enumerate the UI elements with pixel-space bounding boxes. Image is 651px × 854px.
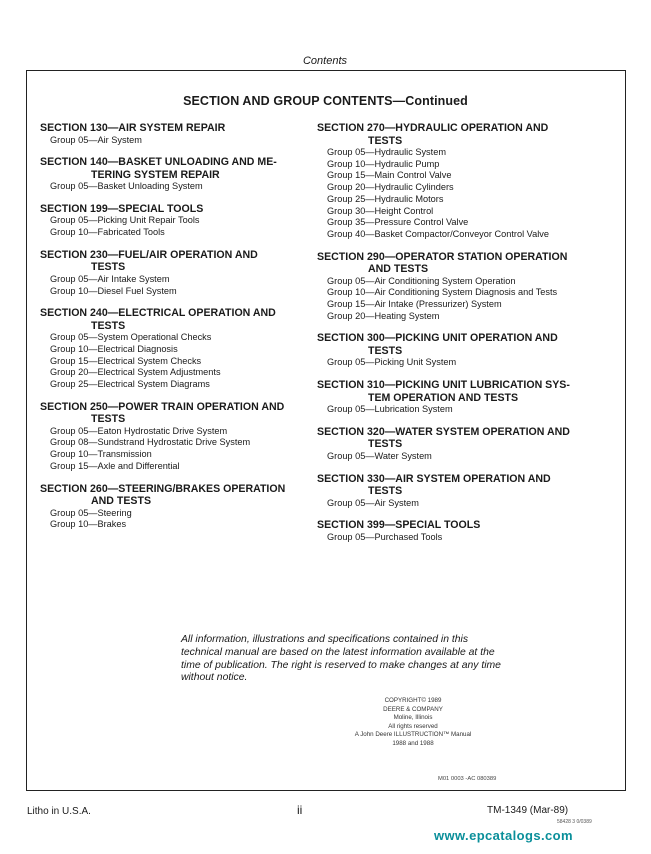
section-title-text: SECTION 250—POWER TRAIN OPERATION AND [40, 400, 285, 413]
section-title-continuation: TESTS [91, 261, 126, 274]
section-entry [317, 379, 579, 416]
group-entry: Group 30—Height Control [327, 205, 434, 216]
group-entry: Group 15—Main Control Valve [327, 170, 452, 181]
group-entry: Group 05—Hydraulic System [327, 147, 446, 157]
group-entry: Group 05—Basket Unloading System [50, 181, 203, 192]
doc-code-top: M01 0003 -AC 080389 [438, 776, 497, 782]
section-title-continuation: TERING SYSTEM REPAIR [91, 168, 220, 181]
section-title-text: SECTION 260—STEERING/BRAKES OPERATION [40, 482, 286, 495]
contents-title: SECTION AND GROUP CONTENTS—Continued [183, 94, 468, 108]
section-title-continuation: TESTS [368, 485, 403, 498]
group-entry: Group 10—Brakes [50, 519, 127, 530]
section-entry [317, 473, 579, 510]
section-title [40, 401, 302, 426]
group-entry: Group 15—Electrical System Checks [50, 355, 202, 366]
group-entry: Group 05—Air Intake System [50, 273, 170, 284]
group-entry: Group 40—Basket Compactor/Conveyor Control Valve [327, 228, 549, 239]
frame-bottom-rule [26, 790, 626, 791]
section-title-continuation: TEM OPERATION AND TESTS [368, 391, 519, 404]
copyright-block [330, 697, 496, 749]
doc-code-bottom: 58428 3 0/0389 [557, 819, 592, 825]
section-title-continuation: AND TESTS [368, 263, 429, 276]
section-entry [317, 332, 579, 369]
section-entry [40, 483, 302, 531]
frame-left-rule [26, 70, 27, 790]
section-title-continuation: TESTS [368, 344, 403, 357]
page-header-title: Contents [302, 55, 348, 67]
group-entry: Group 05—Air System [327, 497, 419, 508]
group-entry: Group 10—Fabricated Tools [50, 227, 165, 238]
group-entry: Group 25—Hydraulic Motors [327, 193, 444, 204]
group-entry: Group 20—Hydraulic Cylinders [327, 182, 454, 193]
section-entry [40, 249, 302, 297]
group-entry: Group 10—Air Conditioning System Diagnosis and Tests [327, 287, 558, 298]
disclaimer-notice: All information, illustrations and specifications contained in this technical manual are based on the latest information available at the time of publication. The right is reserved to make changes at any time without notice. [181, 634, 501, 684]
section-title [40, 156, 302, 181]
group-entry: Group 05—Steering [50, 507, 132, 518]
group-entry: Group 15—Axle and Differential [50, 460, 180, 471]
group-entry: Group 05—Lubrication System [327, 404, 453, 415]
section-title [40, 203, 302, 216]
section-title-text: SECTION 320—WATER SYSTEM OPERATION AND [317, 425, 570, 438]
section-title [317, 473, 579, 498]
copyright-line: 1988 and 1988 [392, 739, 434, 747]
section-title [317, 426, 579, 451]
right-column [317, 122, 579, 553]
group-entry: Group 05—System Operational Checks [50, 332, 212, 343]
section-title-continuation: TESTS [368, 438, 403, 451]
section-entry [317, 426, 579, 463]
watermark-link[interactable]: www.epcatalogs.com [434, 828, 573, 843]
group-entry: Group 10—Transmission [50, 449, 152, 460]
section-title [317, 251, 579, 276]
section-title-text: SECTION 199—SPECIAL TOOLS [40, 202, 204, 215]
group-entry: Group 05—Air System [50, 134, 142, 145]
section-title [317, 332, 579, 357]
group-entry: Group 05—Water System [327, 450, 432, 461]
section-title-text: SECTION 300—PICKING UNIT OPERATION AND [317, 332, 558, 345]
section-title-text: SECTION 310—PICKING UNIT LUBRICATION SYS- [317, 379, 570, 392]
section-entry [40, 307, 302, 391]
section-entry [40, 401, 302, 473]
footer-litho: Litho in U.S.A. [27, 806, 91, 817]
group-entry: Group 25—Electrical System Diagrams [50, 379, 210, 390]
group-entry: Group 20—Electrical System Adjustments [50, 367, 221, 378]
group-entry: Group 05—Picking Unit Repair Tools [50, 215, 200, 226]
section-title-continuation: AND TESTS [91, 495, 152, 508]
frame-right-rule [625, 70, 626, 790]
section-entry [317, 122, 579, 241]
group-entry: Group 15—Air Intake (Pressurizer) System [327, 299, 502, 310]
group-entry: Group 08—Sundstrand Hydrostatic Drive System [50, 437, 251, 448]
footer-page-number: ii [297, 803, 303, 817]
section-title [40, 307, 302, 332]
section-entry [40, 203, 302, 239]
footer-manual-id: TM-1349 (Mar-89) [487, 805, 569, 816]
copyright-line: All rights reserved [388, 722, 438, 730]
section-title [317, 519, 579, 532]
group-entry: Group 35—Pressure Control Valve [327, 217, 469, 228]
section-title [40, 249, 302, 274]
section-entry [40, 156, 302, 193]
section-title-text: SECTION 130—AIR SYSTEM REPAIR [40, 122, 226, 134]
section-title-text: SECTION 330—AIR SYSTEM OPERATION AND [317, 472, 551, 485]
section-title-text: SECTION 240—ELECTRICAL OPERATION AND [40, 307, 276, 320]
group-entry: Group 05—Air Conditioning System Operation [327, 275, 516, 286]
section-entry [40, 122, 302, 146]
group-entry: Group 10—Hydraulic Pump [327, 158, 440, 169]
section-title [317, 122, 579, 147]
group-entry: Group 05—Purchased Tools [327, 531, 443, 542]
section-title-text: SECTION 230—FUEL/AIR OPERATION AND [40, 248, 258, 261]
group-entry: Group 05—Picking Unit System [327, 357, 457, 368]
group-entry: Group 05—Eaton Hydrostatic Drive System [50, 425, 228, 436]
copyright-line: A John Deere ILLUSTRUCTION™ Manual [354, 731, 472, 739]
section-title [40, 483, 302, 508]
frame-top-rule [26, 70, 626, 71]
section-entry [317, 251, 579, 323]
section-title-text: SECTION 290—OPERATOR STATION OPERATION [317, 250, 568, 263]
section-entry [317, 519, 579, 543]
copyright-line: DEERE & COMPANY [383, 705, 443, 713]
section-title [317, 379, 579, 404]
group-entry: Group 20—Heating System [327, 310, 440, 321]
group-entry: Group 10—Electrical Diagnosis [50, 343, 178, 354]
copyright-line: COPYRIGHT© 1989 [384, 697, 442, 704]
section-title-continuation: TESTS [91, 413, 126, 426]
section-title-continuation: TESTS [368, 134, 403, 147]
section-title [40, 122, 302, 135]
group-entry: Group 10—Diesel Fuel System [50, 285, 177, 296]
section-title-text: SECTION 399—SPECIAL TOOLS [317, 519, 481, 532]
section-title-text: SECTION 140—BASKET UNLOADING AND ME- [40, 156, 277, 169]
section-title-continuation: TESTS [91, 319, 126, 332]
section-title-text: SECTION 270—HYDRAULIC OPERATION AND [317, 122, 549, 134]
left-column [40, 122, 302, 541]
copyright-line: Moline, Illinois [393, 714, 433, 722]
